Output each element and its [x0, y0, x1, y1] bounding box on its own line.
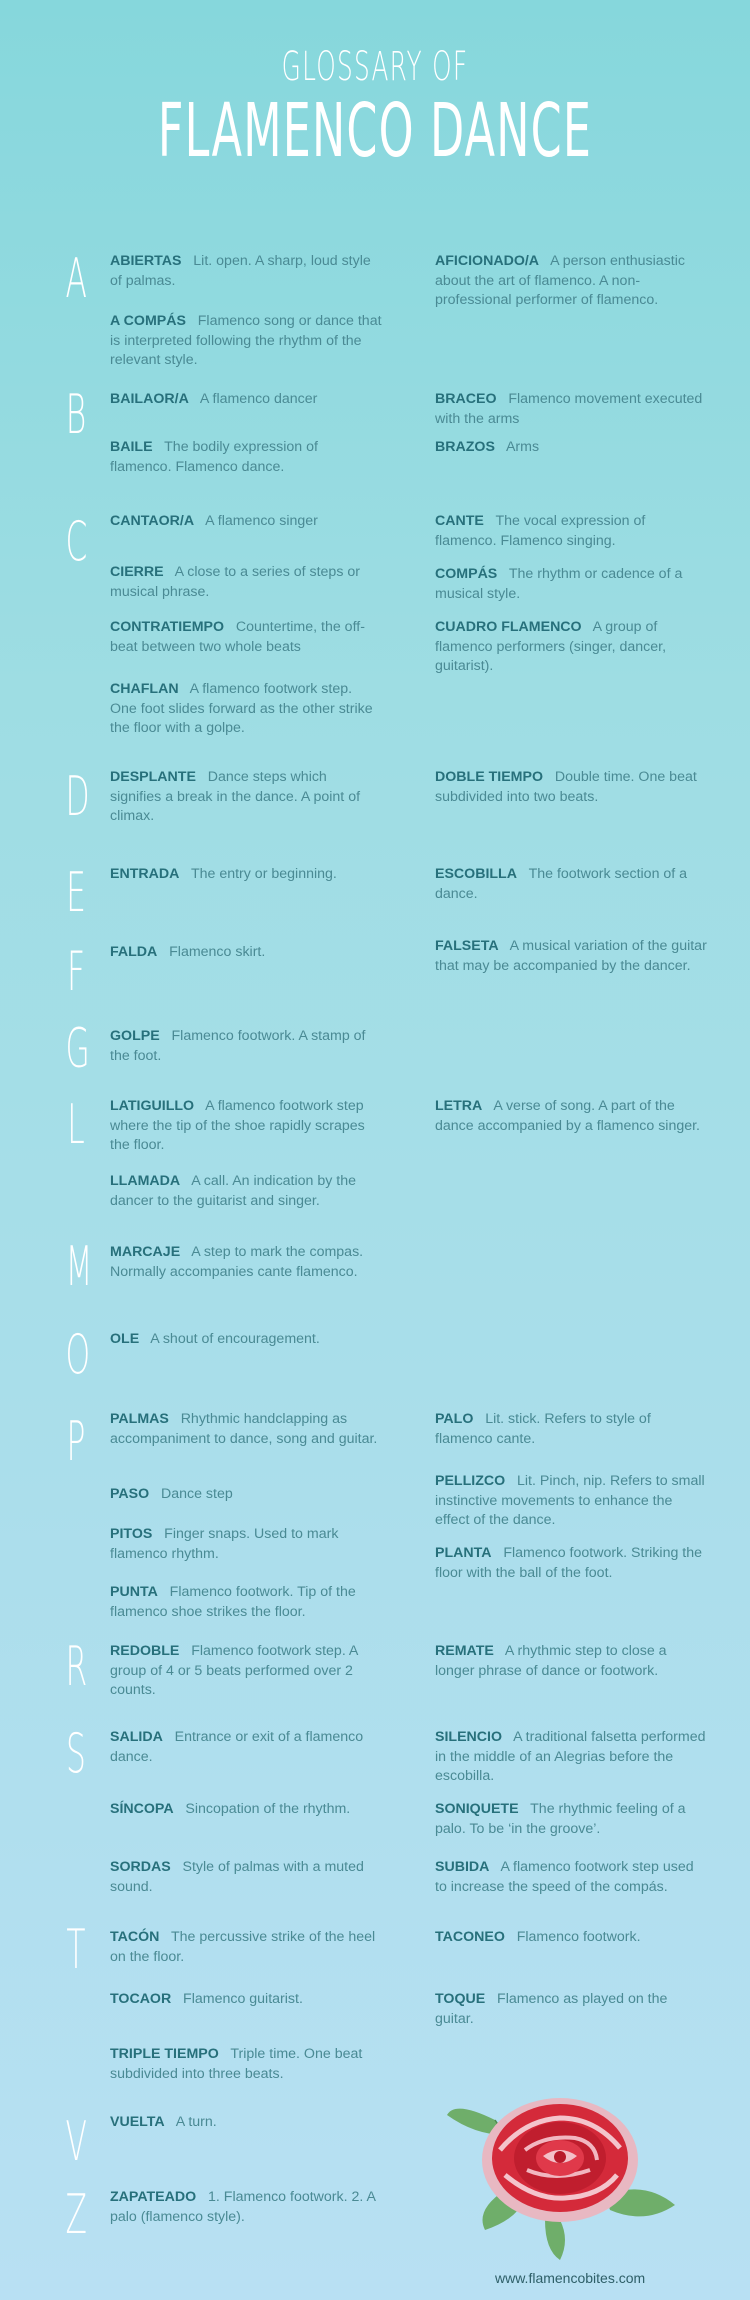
entry-llamada	[110, 1172, 382, 1211]
entry-definition: Style of palmas with a muted sound.	[110, 1859, 364, 1895]
entry-punta	[110, 1583, 382, 1622]
entry-a-compas	[110, 312, 382, 371]
entry-definition: A step to mark the compas. Normally accompanies cante flamenco.	[110, 1244, 364, 1280]
entry-definition: A traditional falsetta performed in the middle of an Alegrias before the escobilla.	[435, 1729, 706, 1784]
entry-term: LLAMADA	[110, 1173, 181, 1189]
entry-term: PALO	[435, 1411, 474, 1427]
entry-definition: A person enthusiastic about the art of flamenco. A non-professional performer of flamenco.	[435, 253, 685, 308]
entry-term: DESPLANTE	[110, 769, 196, 785]
entry-definition: Flamenco footwork.	[516, 1929, 641, 1945]
entry-definition: Flamenco skirt.	[169, 944, 266, 960]
entry-definition: Countertime, the off-beat between two whole beats	[110, 619, 365, 655]
entry-escobilla	[435, 865, 707, 904]
entry-definition: Finger snaps. Used to mark flamenco rhythm.	[110, 1526, 339, 1562]
entry-term: SILENCIO	[435, 1729, 503, 1745]
entry-definition: A flamenco footwork step. One foot slides forward as the other strike the floor with a golpe.	[110, 681, 373, 736]
entry-ole	[110, 1330, 382, 1350]
entry-term: ENTRADA	[110, 866, 180, 882]
entry-definition: 1. Flamenco footwork. 2. A palo (flamenco style).	[110, 2189, 376, 2225]
entry-chaflan	[110, 680, 382, 739]
entry-definition: Double time. One beat subdivided into two beats.	[435, 769, 697, 805]
entry-falseta	[435, 937, 707, 976]
entry-definition: A flamenco footwork step used to increase the speed of the compás.	[435, 1859, 694, 1895]
entry-term: ZAPATEADO	[110, 2189, 197, 2205]
entry-definition: Lit. open. A sharp, loud style of palmas.	[110, 253, 371, 289]
entry-falda	[110, 943, 382, 963]
entry-vuelta	[110, 2113, 382, 2133]
entry-term: PLANTA	[435, 1545, 492, 1561]
entry-term: SUBIDA	[435, 1859, 490, 1875]
entry-definition: Triple time. One beat subdivided into three beats.	[110, 2046, 363, 2082]
entry-palo	[435, 1410, 707, 1449]
section-letter-a: A	[65, 247, 87, 310]
footer-url[interactable]: www.flamencobites.com	[495, 2270, 646, 2286]
entry-definition: Flamenco footwork. Striking the floor with the ball of the foot.	[435, 1545, 703, 1581]
entry-term: BAILAOR/A	[110, 391, 189, 407]
rose-icon	[445, 2080, 685, 2260]
entry-definition: The rhythm or cadence of a musical style.	[435, 566, 683, 602]
section-letter-g: G	[65, 1017, 90, 1080]
entry-paso	[110, 1485, 382, 1505]
entry-baile	[110, 438, 382, 477]
entry-cantaor	[110, 512, 382, 532]
entry-term: PASO	[110, 1486, 150, 1502]
entry-definition: A flamenco dancer	[199, 391, 318, 407]
entry-definition: A shout of encouragement.	[150, 1331, 320, 1347]
section-letter-p: P	[66, 1410, 86, 1473]
entry-definition: Sincopation of the rhythm.	[185, 1801, 351, 1817]
entry-abiertas	[110, 252, 382, 291]
entry-term: CANTAOR/A	[110, 513, 195, 529]
entry-palmas	[110, 1410, 382, 1449]
section-letter-r: R	[65, 1635, 88, 1698]
entry-term: TACÓN	[110, 1929, 160, 1945]
entry-term: SORDAS	[110, 1859, 171, 1875]
entry-term: BRACEO	[435, 391, 497, 407]
title-top: GLOSSARY OF	[281, 44, 469, 90]
entry-definition: A rhythmic step to close a longer phrase of dance or footwork.	[435, 1643, 667, 1679]
entry-term: CUADRO FLAMENCO	[435, 619, 582, 635]
entry-term: PUNTA	[110, 1584, 158, 1600]
entry-term: LETRA	[435, 1098, 483, 1114]
section-letter-o: O	[65, 1323, 91, 1386]
entry-tocaor	[110, 1990, 382, 2010]
entry-term: FALDA	[110, 944, 158, 960]
entry-definition: Dance steps which signifies a break in the dance. A point of climax.	[110, 769, 361, 824]
section-letter-e: E	[66, 861, 86, 924]
entry-term: TACONEO	[435, 1929, 505, 1945]
entry-term: TOCAOR	[110, 1991, 172, 2007]
entry-term: DOBLE TIEMPO	[435, 769, 543, 785]
entry-definition: Entrance or exit of a flamenco dance.	[110, 1729, 364, 1765]
entry-term: PELLIZCO	[435, 1473, 506, 1489]
entry-marcaje	[110, 1243, 382, 1282]
entry-definition: Flamenco movement executed with the arms	[435, 391, 703, 427]
entry-definition: A close to a series of steps or musical phrase.	[110, 564, 360, 600]
entry-doble-tiempo	[435, 768, 707, 807]
entry-definition: A turn.	[175, 2114, 217, 2130]
entry-definition: The vocal expression of flamenco. Flamenco singing.	[435, 513, 646, 549]
entry-definition: Lit. stick. Refers to style of flamenco cante.	[435, 1411, 651, 1447]
entry-definition: Flamenco as played on the guitar.	[435, 1991, 668, 2027]
entry-term: PITOS	[110, 1526, 153, 1542]
entry-definition: Flamenco footwork step. A group of 4 or 5 beats performed over 2 counts.	[110, 1643, 358, 1698]
entry-term: ABIERTAS	[110, 253, 182, 269]
entry-term: BAILE	[110, 439, 153, 455]
entry-term: OLE	[110, 1331, 140, 1347]
entry-term: A COMPÁS	[110, 313, 186, 329]
entry-term: COMPÁS	[435, 566, 498, 582]
entry-compas	[435, 565, 707, 604]
entry-silencio	[435, 1728, 707, 1787]
entry-term: CHAFLAN	[110, 681, 179, 697]
entry-term: SÍNCOPA	[110, 1801, 174, 1817]
entry-definition: Dance step	[160, 1486, 233, 1502]
entry-brazos	[435, 438, 707, 458]
entry-pellizco	[435, 1472, 707, 1531]
section-letter-f: F	[66, 940, 86, 1003]
entry-term: AFICIONADO/A	[435, 253, 540, 269]
entry-cierre	[110, 563, 382, 602]
section-letter-t: T	[66, 1918, 86, 1981]
entry-term: TOQUE	[435, 1991, 486, 2007]
section-letter-s: S	[66, 1722, 86, 1785]
section-letter-v: V	[65, 2110, 87, 2173]
entry-golpe	[110, 1027, 382, 1066]
entry-term: GOLPE	[110, 1028, 160, 1044]
entry-redoble	[110, 1642, 382, 1701]
entry-term: REMATE	[435, 1643, 494, 1659]
entry-term: LATIGUILLO	[110, 1098, 195, 1114]
entry-term: BRAZOS	[435, 439, 495, 455]
entry-braceo	[435, 390, 707, 429]
section-letter-b: B	[65, 383, 87, 446]
entry-planta	[435, 1544, 707, 1583]
entry-definition: A group of flamenco performers (singer, dancer, guitarist).	[435, 619, 667, 674]
entry-definition: Flamenco footwork. A stamp of the foot.	[110, 1028, 366, 1064]
entry-definition: The entry or beginning.	[190, 866, 337, 882]
entry-desplante	[110, 768, 382, 827]
entry-entrada	[110, 865, 382, 885]
entry-subida	[435, 1858, 707, 1897]
entry-definition: Flamenco song or dance that is interpreted following the rhythm of the relevant style.	[110, 313, 382, 368]
entry-cuadro-flamenco	[435, 618, 707, 677]
entry-term: MARCAJE	[110, 1244, 181, 1260]
entry-aficionado	[435, 252, 707, 311]
entry-remate	[435, 1642, 707, 1681]
entry-definition: A verse of song. A part of the dance accompanied by a flamenco singer.	[435, 1098, 700, 1134]
entry-term: TRIPLE TIEMPO	[110, 2046, 219, 2062]
section-letter-c: C	[65, 510, 88, 573]
entry-term: CONTRATIEMPO	[110, 619, 225, 635]
entry-toque	[435, 1990, 707, 2029]
entry-definition: A flamenco footwork step where the tip of the shoe rapidly scrapes the floor.	[110, 1098, 365, 1153]
entry-term: CIERRE	[110, 564, 164, 580]
entry-definition: The bodily expression of flamenco. Flamenco dance.	[110, 439, 318, 475]
entry-triple-tiempo	[110, 2045, 382, 2084]
entry-term: SALIDA	[110, 1729, 163, 1745]
section-letter-m: M	[65, 1235, 93, 1298]
entry-definition: A call. An indication by the dancer to the guitarist and singer.	[110, 1173, 357, 1209]
entry-taconeo	[435, 1928, 707, 1948]
entry-term: ESCOBILLA	[435, 866, 517, 882]
entry-definition: Flamenco guitarist.	[183, 1991, 303, 2007]
entry-latiguillo	[110, 1097, 382, 1156]
entry-cante	[435, 512, 707, 551]
entry-definition: The rhythmic feeling of a palo. To be ‘in the groove’.	[435, 1801, 686, 1837]
entry-definition: Flamenco footwork. Tip of the flamenco shoe strikes the floor.	[110, 1584, 356, 1620]
entry-term: VUELTA	[110, 2114, 165, 2130]
entry-definition: The footwork section of a dance.	[435, 866, 688, 902]
entry-sincopa	[110, 1800, 382, 1820]
section-letter-d: D	[65, 765, 90, 828]
entry-tacon	[110, 1928, 382, 1967]
entry-sordas	[110, 1858, 382, 1897]
entry-soniquete	[435, 1800, 707, 1839]
section-letter-z: Z	[65, 2183, 88, 2246]
entry-term: PALMAS	[110, 1411, 169, 1427]
entry-term: CANTE	[435, 513, 484, 529]
entry-term: REDOBLE	[110, 1643, 180, 1659]
entry-bailaor	[110, 390, 382, 410]
entry-definition: Rhythmic handclapping as accompaniment to dance, song and guitar.	[110, 1411, 378, 1447]
entry-definition: Arms	[505, 439, 540, 455]
page-title: FLAMENCO DANCE	[157, 88, 593, 174]
entry-definition: Lit. Pinch, nip. Refers to small instinctive movements to enhance the effect of the dance.	[435, 1473, 705, 1528]
entry-zapateado	[110, 2188, 382, 2227]
entry-contratiempo	[110, 618, 382, 657]
entry-pitos	[110, 1525, 382, 1564]
entry-term: FALSETA	[435, 938, 499, 954]
section-letter-l: L	[67, 1093, 85, 1156]
entry-letra	[435, 1097, 707, 1136]
entry-salida	[110, 1728, 382, 1767]
entry-term: SONIQUETE	[435, 1801, 519, 1817]
entry-definition: A musical variation of the guitar that may be accompanied by the dancer.	[435, 938, 707, 974]
entry-definition: A flamenco singer	[205, 513, 318, 529]
entry-definition: The percussive strike of the heel on the floor.	[110, 1929, 376, 1965]
